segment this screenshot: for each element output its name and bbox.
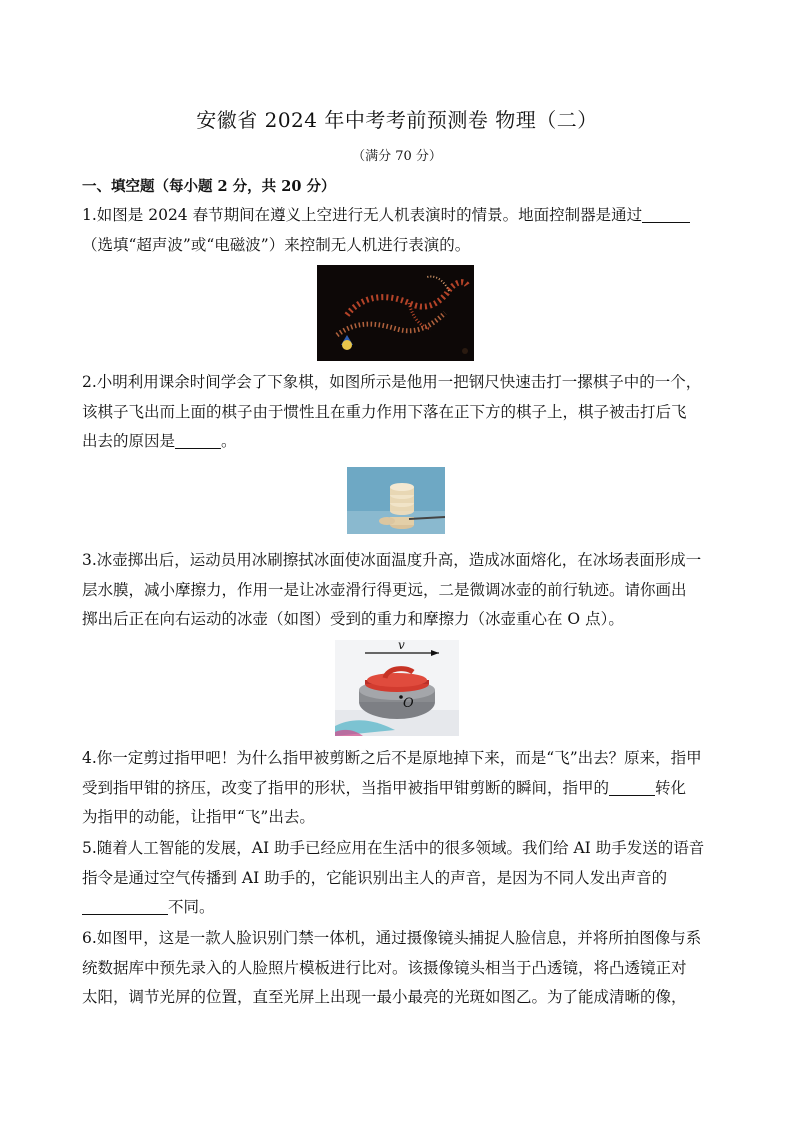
center-of-gravity-label: O bbox=[403, 696, 414, 711]
q2-line-1: 2.小明利用课余时间学会了下象棋，如图所示是他用一把钢尺快速击打一摞棋子中的一个， bbox=[82, 373, 702, 391]
q4-line-3: 为指甲的动能，让指甲“飞”出去。 bbox=[82, 808, 315, 826]
question-1 bbox=[82, 201, 712, 260]
question-5 bbox=[82, 834, 712, 923]
q4-line-1: 4.你一定剪过指甲吧！为什么指甲被剪断之后不是原地掉下来，而是“飞”出去？原来，指甲 bbox=[82, 749, 702, 767]
q3-line-2: 层水膜，减小摩擦力，作用一是让冰壶滑行得更远，二是微调冰壶的前行轨迹。请你画出 bbox=[82, 580, 687, 599]
q2-line-2: 该棋子飞出而上面的棋子由于惯性且在重力作用下落在正下方的棋子上，棋子被击打后飞 bbox=[82, 402, 687, 421]
answer-blank bbox=[642, 204, 690, 223]
question-3 bbox=[82, 546, 712, 635]
q5-line-3: 不同。 bbox=[168, 898, 215, 916]
velocity-label: v bbox=[398, 640, 405, 652]
q5-line-2: 指令是通过空气传播到 AI 助手的，它能识别出主人的声音，是因为不同人发出声音的 bbox=[82, 868, 668, 887]
chess-stack-figure bbox=[347, 467, 445, 534]
exam-subtitle: （满分 70 分） bbox=[352, 149, 442, 164]
q2-line-3-end: 。 bbox=[221, 432, 237, 450]
answer-blank bbox=[82, 896, 168, 915]
q1-line-1: 1.如图是 2024 春节期间在遵义上空进行无人机表演时的情景。地面控制器是通过 bbox=[82, 206, 643, 224]
q2-line-3: 出去的原因是 bbox=[82, 432, 176, 450]
q6-line-1: 6.如图甲，这是一款人脸识别门禁一体机，通过摄像镜头捕捉人脸信息，并将所拍图像与系 bbox=[82, 929, 702, 947]
drone-dragon-figure bbox=[317, 265, 474, 361]
q6-line-3: 太阳，调节光屏的位置，直至光屏上出现一最小最亮的光斑如图乙。为了能成清晰的像， bbox=[82, 988, 687, 1006]
q4-line-2: 受到指甲钳的挤压，改变了指甲的形状，当指甲被指甲钳剪断的瞬间，指甲的 bbox=[82, 778, 610, 797]
answer-blank bbox=[175, 430, 221, 449]
question-6 bbox=[82, 924, 712, 1013]
section-heading: 一、填空题（每小题 2 分，共 20 分） bbox=[82, 178, 336, 195]
curling-stone-figure bbox=[335, 640, 459, 736]
question-2 bbox=[82, 368, 712, 457]
q3-line-3: 掷出后正在向右运动的冰壶（如图）受到的重力和摩擦力（冰壶重心在 O 点）。 bbox=[82, 610, 624, 628]
question-4 bbox=[82, 744, 712, 833]
exam-title: 安徽省 2024 年中考考前预测卷 物理（二） bbox=[196, 108, 598, 132]
q6-line-2: 统数据库中预先录入的人脸照片模板进行比对。该摄像镜头相当于凸透镜，将凸透镜正对 bbox=[82, 958, 687, 977]
q5-line-1: 5.随着人工智能的发展，AI 助手已经应用在生活中的很多领域。我们给 AI 助手发送的语音 bbox=[82, 839, 705, 857]
q4-line-2-end: 转化 bbox=[655, 778, 687, 797]
q1-line-2: （选填“超声波”或“电磁波”）来控制无人机进行表演的。 bbox=[82, 235, 471, 254]
answer-blank bbox=[609, 777, 655, 796]
q3-line-1: 3.冰壶掷出后，运动员用冰刷擦拭冰面使冰面温度升高，造成冰面熔化，在冰场表面形成一 bbox=[82, 551, 702, 569]
